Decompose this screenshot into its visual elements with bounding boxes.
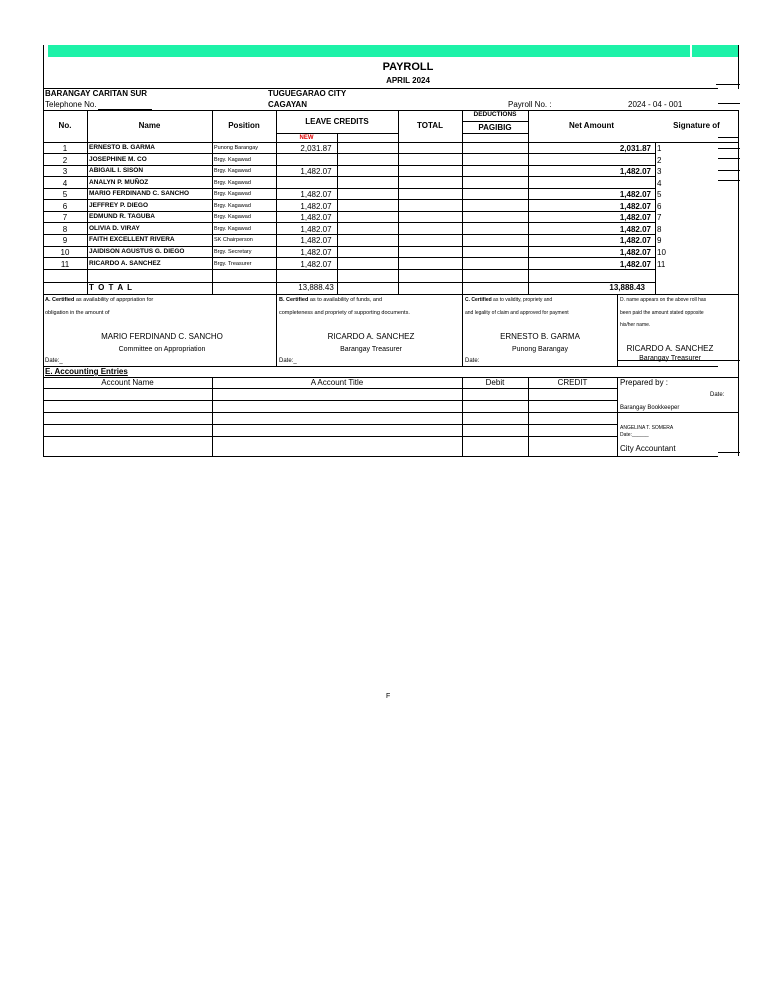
header-accent-bar-right	[692, 45, 739, 57]
cert-b-line2: completeness and propriety of supporting documents.	[279, 310, 410, 316]
row-no: 7	[62, 213, 68, 222]
row-signature-no: 10	[657, 248, 666, 257]
row-leave: 1,482.07	[300, 213, 332, 222]
cert-a-line1: A. Certified as availability of apprpriation for	[45, 297, 154, 303]
row-name: RICARDO A. SANCHEZ	[89, 260, 161, 267]
row-name: FAITH EXCELLENT RIVERA	[89, 236, 175, 243]
row-no: 4	[62, 179, 68, 188]
cert-b-name: RICARDO A. SANCHEZ	[327, 332, 415, 341]
row-leave: 1,482.07	[300, 167, 332, 176]
row-net: 1,482.07	[619, 190, 651, 199]
cert-c-title: Punong Barangay	[511, 346, 569, 353]
row-position: Brgy. Kagawad	[214, 157, 251, 163]
row-net: 1,482.07	[619, 167, 651, 176]
row-net: 1,482.07	[619, 260, 651, 269]
row-name: MARIO FERDINAND C. SANCHO	[89, 190, 190, 197]
row-net: 1,482.07	[619, 225, 651, 234]
row-signature-no: 3	[657, 167, 662, 176]
total-leave: 13,888.43	[298, 283, 334, 292]
row-no: 10	[60, 248, 70, 257]
payroll-no-value: 2024 - 04 - 001	[628, 100, 683, 109]
row-leave: 1,482.07	[300, 260, 332, 269]
col-total: TOTAL	[417, 121, 443, 130]
header-accent-bar	[48, 45, 690, 57]
row-leave: 1,482.07	[300, 225, 332, 234]
row-no: 6	[62, 202, 68, 211]
col-name: Name	[138, 121, 161, 130]
cert-d-line2: been paid the amount stated opposite	[620, 310, 704, 316]
row-name: JAIDISON AGUSTUS G. DIEGO	[89, 248, 185, 255]
payroll-period: APRIL 2024	[386, 76, 430, 85]
col-net-amount: Net Amount	[568, 121, 615, 130]
cert-b-title: Barangay Treasurer	[340, 346, 402, 353]
accountant-title: City Accountant	[620, 444, 676, 453]
payroll-no-label: Payroll No. :	[508, 100, 552, 109]
row-signature-no: 9	[657, 236, 662, 245]
prepared-by-label: Prepared by :	[620, 378, 669, 387]
accounting-credit: CREDIT	[557, 378, 588, 387]
row-name: JEFFREY P. DIEGO	[89, 202, 149, 209]
cert-d-title: Barangay Treasurer	[639, 355, 701, 362]
cert-c-line2: and legality of claim and approved for payment	[465, 310, 569, 316]
row-net: 1,482.07	[619, 236, 651, 245]
row-net: 1,482.07	[619, 213, 651, 222]
row-leave: 1,482.07	[300, 248, 332, 257]
cert-c-line1: C. Certified as to validity, propriety and	[465, 297, 553, 303]
row-name: ANALYN P. MUÑOZ	[89, 179, 149, 186]
cert-c-name: ERNESTO B. GARMA	[500, 332, 580, 341]
cert-a-name: MARIO FERDINAND C. SANCHO	[101, 332, 223, 341]
row-position: Brgy. Kagawad	[214, 168, 251, 174]
row-name: EDMUND R. TAGUBA	[89, 213, 155, 220]
accountant-date: Date:______	[620, 432, 649, 438]
accounting-heading: E. Accounting Entries	[45, 367, 128, 376]
row-signature-no: 8	[657, 225, 662, 234]
row-signature-no: 1	[657, 144, 662, 153]
row-no: 1	[62, 144, 68, 153]
telephone-label: Telephone No.	[45, 100, 97, 109]
row-no: 2	[62, 156, 68, 165]
col-new: NEW	[299, 135, 314, 141]
row-position: Punong Barangay	[214, 145, 259, 151]
accounting-account-name: Account Name	[101, 378, 154, 387]
row-net: 1,482.07	[619, 202, 651, 211]
row-name: ABIGAIL I. SISON	[89, 167, 144, 174]
accounting-account-title: A Account Title	[310, 378, 364, 387]
row-no: 11	[60, 260, 70, 269]
row-net: 1,482.07	[619, 248, 651, 257]
row-position: Brgy. Secretary	[214, 249, 252, 255]
row-position: Brgy. Treasurer	[214, 261, 252, 267]
cert-a-title: Committee on Appropriation	[118, 346, 206, 353]
accountant-name: ANGELINA T. SOMERA	[620, 425, 674, 431]
row-no: 8	[62, 225, 68, 234]
row-signature-no: 2	[657, 156, 662, 165]
total-net: 13,888.43	[609, 283, 645, 292]
row-signature-no: 6	[657, 202, 662, 211]
row-leave: 1,482.07	[300, 190, 332, 199]
col-position: Position	[228, 121, 260, 130]
cert-d-line1: D. name appears on the above roll has	[620, 297, 707, 303]
row-no: 5	[62, 190, 68, 199]
row-name: ERNESTO B. GARMA	[89, 144, 155, 151]
accounting-debit: Debit	[485, 378, 505, 387]
cert-a-line2: obligation in the amount of	[45, 310, 110, 316]
cert-d-name: RICARDO A. SANCHEZ	[626, 344, 714, 353]
col-no: No.	[58, 121, 72, 130]
cert-d-line3: his/her name.	[620, 322, 651, 328]
row-leave: 1,482.07	[300, 236, 332, 245]
col-deductions: DEDUCTIONS	[473, 111, 517, 118]
row-signature-no: 7	[657, 213, 662, 222]
page-mark: F	[386, 693, 391, 700]
cert-a-date: Date:_	[45, 358, 63, 364]
barangay-name: BARANGAY CARITAN SUR	[45, 89, 148, 98]
row-net: 2,031.87	[619, 144, 651, 153]
cert-b-date: Date:_	[279, 358, 297, 364]
row-position: Brgy. Kagawad	[214, 191, 251, 197]
row-leave: 2,031.87	[300, 144, 332, 153]
prepared-date: Date:	[710, 392, 725, 398]
row-name: OLIVIA D. VIRAY	[89, 225, 140, 232]
col-leave-credits: LEAVE CREDITS	[305, 117, 369, 126]
cert-c-date: Date:	[465, 358, 480, 364]
row-position: Brgy. Kagawad	[214, 203, 251, 209]
col-signature: Signature of	[673, 121, 720, 130]
province-name: CAGAYAN	[268, 100, 307, 109]
col-pagibig: PAGIBIG	[478, 123, 512, 132]
row-signature-no: 4	[657, 179, 662, 188]
payroll-title: PAYROLL	[382, 61, 434, 73]
row-signature-no: 11	[657, 260, 666, 269]
city-name: TUGUEGARAO CITY	[268, 89, 347, 98]
row-position: SK Chairperson	[214, 237, 253, 243]
row-no: 9	[62, 236, 68, 245]
row-position: Brgy. Kagawad	[214, 226, 251, 232]
row-position: Brgy. Kagawad	[214, 214, 251, 220]
bookkeeper-label: Barangay Bookkeeper	[620, 405, 680, 411]
cert-b-line1: B. Certified as to availability of funds, and	[279, 297, 383, 303]
row-leave: 1,482.07	[300, 202, 332, 211]
row-no: 3	[62, 167, 68, 176]
row-position: Brgy. Kagawad	[214, 180, 251, 186]
row-name: JOSEPHINE M. CO	[89, 156, 147, 163]
row-signature-no: 5	[657, 190, 662, 199]
total-label: T O T A L	[89, 283, 133, 292]
